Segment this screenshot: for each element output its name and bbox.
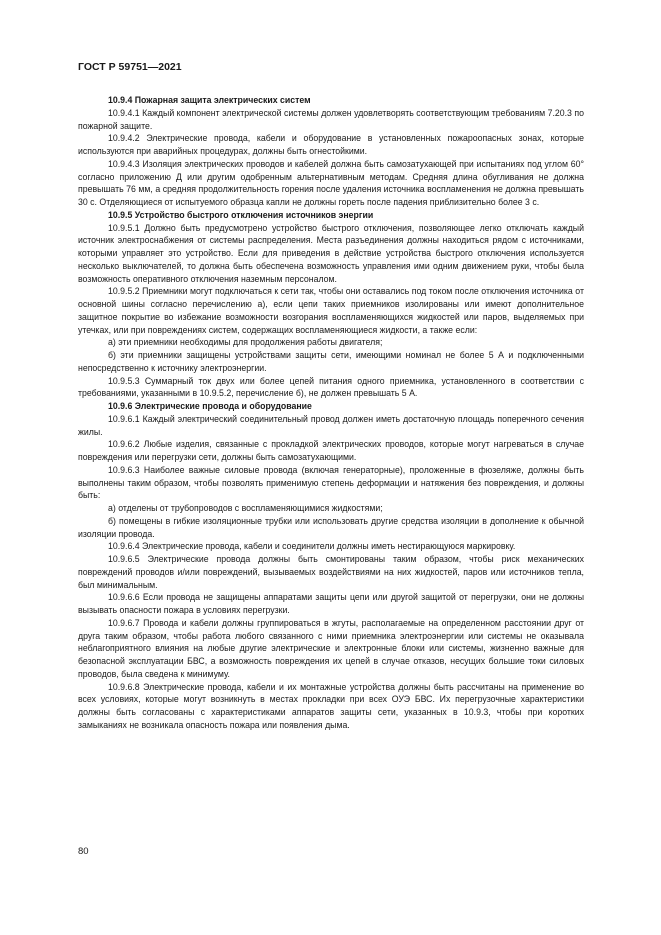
- list-item: б) помещены в гибкие изоляционные трубки или использовать другие средства изоляции в дополнение к обычной изоляции провода.: [78, 515, 584, 539]
- paragraph: 10.9.6.4 Электрические провода, кабели и соединители должны иметь нестирающуюся маркировку.: [108, 541, 516, 552]
- document-header: ГОСТ Р 59751—2021: [78, 61, 182, 73]
- paragraph: 10.9.5.1 Должно быть предусмотрено устройство быстрого отключения, позволяющее легко отключать каждый источник электроснабжения от системы распределения. Места разъединения должны находиться рядом с источниками, которыми управляет это устройство. Если для приведения в действие устройства быстрого отключения используется несколько выключателей, то должна быть обеспечена возможность управления ими одним движением руки, чтобы была возможность оперативного отключения наземным персоналом.: [78, 222, 584, 284]
- paragraph: 10.9.4.1 Каждый компонент электрической системы должен удовлетворять соответствующим требованиям 7.20.3 по пожарной защите.: [78, 107, 584, 131]
- paragraph: 10.9.6.2 Любые изделия, связанные с прокладкой электрических проводов, которые могут нагреваться в случае повреждения или перегрузки сети, должны быть самозатухающими.: [78, 439, 584, 462]
- list-item: а) эти приемники необходимы для продолжения работы двигателя;: [108, 337, 383, 348]
- section-heading: 10.9.4 Пожарная защита электрических систем: [108, 95, 311, 105]
- list-item: а) отделены от трубопроводов с воспламеняющимися жидкостями;: [108, 503, 383, 513]
- paragraph: 10.9.6.7 Провода и кабели должны группироваться в жгуты, располагаемые на определенном расстоянии друг от друга таким образом, чтобы работа любого связанного с ними приемника электроэнергии или системы не оказывала неблагоприятного влияния на любые другие электрические и электронные блоки или системы, жизненно важные для безопасной эксплуатации БВС, а возможность повреждения их цепей в случае отказов, несущих большие токи силовых проводов, была сведена к минимуму.: [78, 617, 584, 679]
- paragraph: 10.9.4.2 Электрические провода, кабели и оборудование в установленных пожароопасных зонах, которые используются при аварийных процедурах, должны быть огнестойкими.: [78, 133, 584, 156]
- section-heading: 10.9.6 Электрические провода и оборудование: [108, 401, 312, 411]
- section-heading: 10.9.5 Устройство быстрого отключения источников энергии: [108, 209, 374, 220]
- list-item: б) эти приемники защищены устройствами защиты сети, имеющими номинал не более 5 А и подключенными непосредственно к источнику электроэнергии.: [78, 350, 584, 373]
- paragraph: 10.9.5.3 Суммарный ток двух или более цепей питания одного приемника, установленного в соответствии с требованиями, указанными в 10.9.5.2, перечисление б), не должен превышать 5 А.: [78, 375, 584, 399]
- paragraph: 10.9.6.8 Электрические провода, кабели и их монтажные устройства должны быть рассчитаны на применение во всех условиях, которые могут возникнуть в местах прокладки при всех ОУЭ БВС. Их перегрузочные характеристики должны быть согласованы с характеристиками аппаратов защиты сети, указанных в 10.9.3, чтобы при коротких замыканиях не возникала опасность пожара или появления дыма.: [78, 681, 584, 730]
- paragraph: 10.9.5.2 Приемники могут подключаться к сети так, чтобы они оставались под током после отключения источника от основной шины согласно перечислению а), если цепи таких приемников изолированы или имеют дополнительное защитное покрытие во избежание возможности возгорания воспламеняющихся жидкостей или паров, выделяемых при утечках, или при повреждениях систем, содержащих воспламеняющиеся жидкости, а также если:: [78, 286, 584, 335]
- paragraph: 10.9.6.6 Если провода не защищены аппаратами защиты цепи или другой защитой от перегрузки, они не должны вызывать опасности пожара в условиях перегрузки.: [78, 592, 584, 615]
- paragraph: 10.9.4.3 Изоляция электрических проводов и кабелей должна быть самозатухающей при испытаниях под углом 60° согласно приложению Д или другим одобренным альтернативным методам. Средняя длина обугливания не должна превышать 76 мм, а средняя продолжительность горения после удаления источника воспламенения не должна превышать 30 с. Отделяющиеся от испытуемого образца капли не должны гореть после падения приблизительно более 3 с.: [78, 158, 584, 207]
- paragraph: 10.9.6.5 Электрические провода должны быть смонтированы таким образом, чтобы риск механических повреждений проводов и/или повреждений, вызываемых воздействиями на них жидкостей, паров или источников тепла, был минимальным.: [78, 554, 584, 590]
- page-number: 80: [78, 846, 89, 857]
- paragraph: 10.9.6.3 Наиболее важные силовые провода (включая генераторные), проложенные в фюзеляже, должны быть выполнены таким образом, чтобы позволять применимую степень деформации и натяжения без повреждения, и должны быть:: [78, 464, 584, 501]
- document-body: [78, 94, 584, 732]
- paragraph: 10.9.6.1 Каждый электрический соединительный провод должен иметь достаточную площадь поперечного сечения жилы.: [78, 413, 584, 437]
